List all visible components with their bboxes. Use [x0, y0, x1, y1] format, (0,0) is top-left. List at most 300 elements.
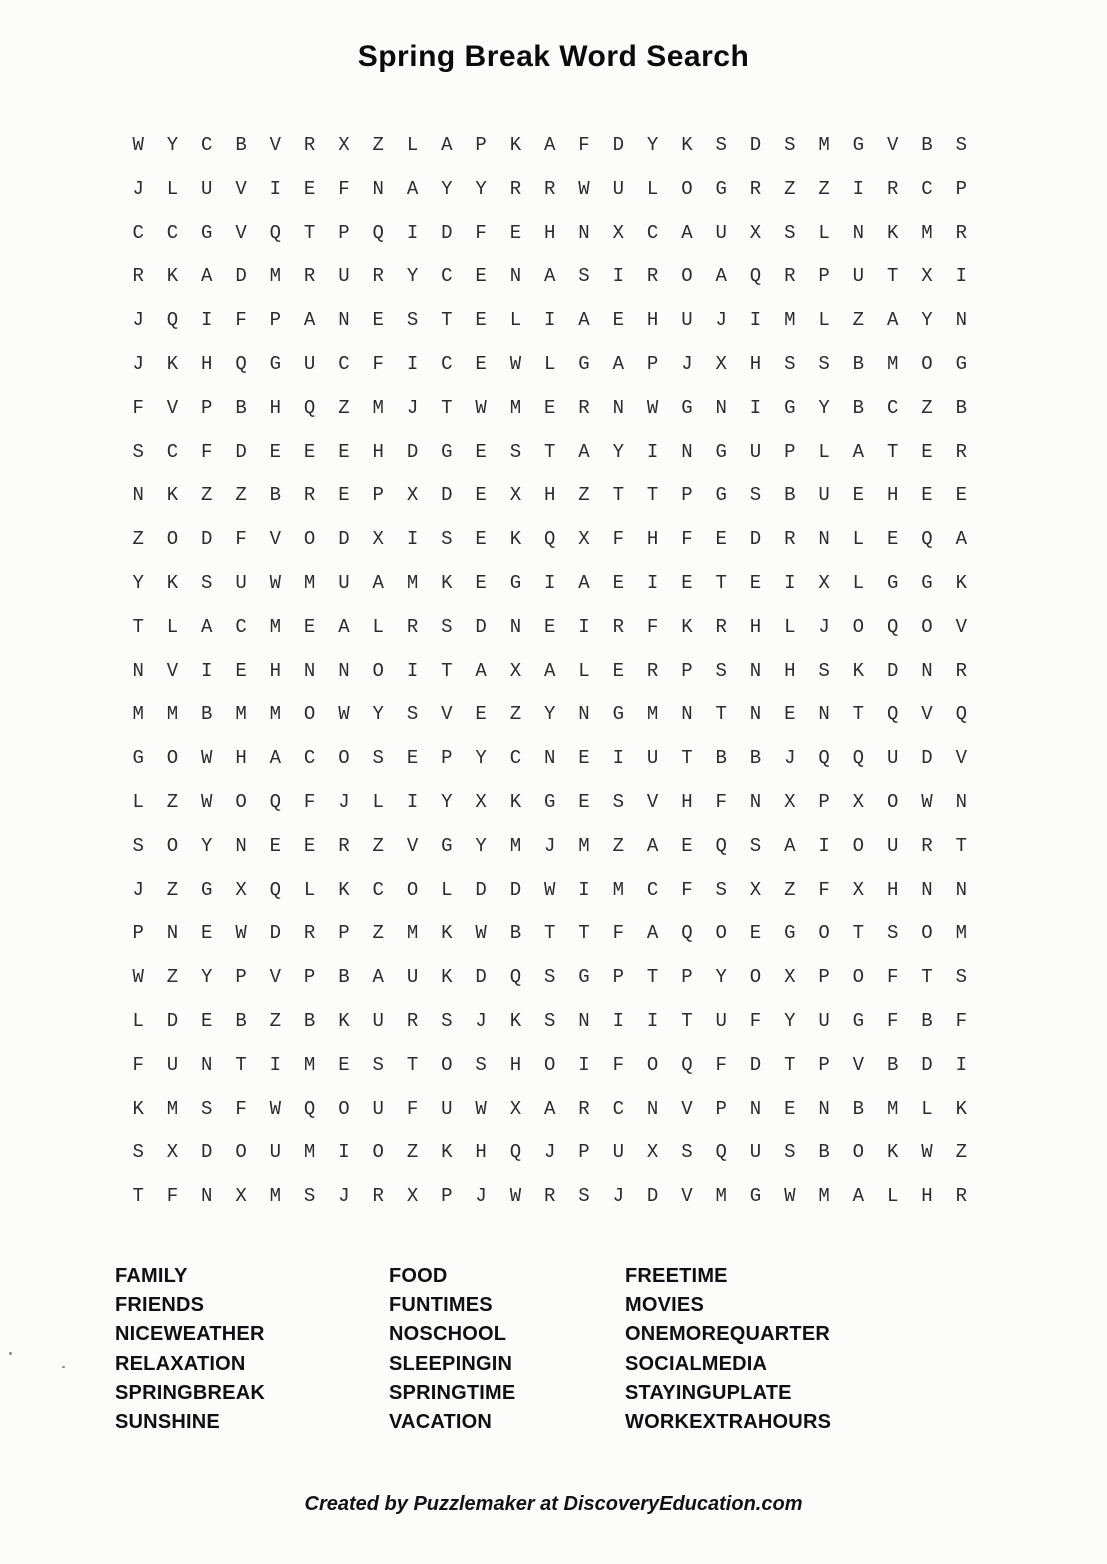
grid-letter: C: [441, 352, 453, 375]
grid-letter: Z: [818, 177, 830, 200]
grid-letter: P: [338, 221, 350, 244]
grid-letter: K: [166, 352, 179, 375]
grid-letter: J: [132, 309, 144, 332]
grid-letter: J: [338, 790, 350, 813]
grid-letter: S: [612, 790, 624, 813]
grid-letter: M: [921, 221, 933, 244]
grid-row: [121, 308, 979, 352]
grid-letter: M: [886, 352, 899, 375]
grid-letter: Z: [921, 396, 933, 419]
grid-letter: H: [886, 878, 899, 901]
grid-letter: N: [338, 309, 350, 332]
grid-letter: T: [612, 484, 624, 507]
grid-letter: R: [784, 265, 796, 288]
grid-letter: X: [784, 966, 796, 989]
word-list-item: SPRINGBREAK: [115, 1381, 265, 1404]
grid-letter: M: [886, 1097, 899, 1120]
grid-letter: L: [784, 615, 796, 638]
grid-letter: Y: [475, 834, 487, 857]
grid-letter: T: [544, 922, 556, 945]
grid-letter: S: [749, 484, 762, 507]
grid-letter: M: [715, 1185, 727, 1208]
grid-letter: E: [475, 528, 487, 551]
grid-letter: P: [818, 790, 830, 813]
grid-letter: I: [544, 571, 556, 594]
grid-letter: E: [784, 703, 796, 726]
grid-letter: S: [715, 134, 727, 156]
grid-row: [121, 965, 979, 1009]
grid-letter: E: [544, 396, 556, 419]
grid-letter: W: [201, 790, 213, 813]
footer-credit: Created by Puzzlemaker at DiscoveryEducation.com: [304, 1493, 803, 1515]
grid-letter: D: [406, 440, 419, 463]
grid-letter: P: [818, 966, 830, 989]
grid-letter: S: [441, 528, 453, 551]
grid-letter: H: [749, 615, 762, 638]
grid-letter: N: [338, 659, 350, 682]
grid-letter: X: [578, 528, 590, 551]
grid-letter: R: [921, 834, 933, 857]
grid-letter: P: [784, 440, 796, 463]
grid-letter: U: [852, 265, 865, 288]
grid-letter: R: [509, 177, 522, 200]
grid-letter: R: [303, 134, 316, 156]
grid-letter: K: [338, 1009, 350, 1032]
grid-letter: Z: [166, 878, 179, 901]
grid-letter: Q: [715, 1141, 727, 1164]
grid-letter: V: [852, 1053, 865, 1076]
grid-letter: E: [303, 615, 316, 638]
grid-letter: Z: [166, 966, 179, 989]
grid-letter: S: [681, 1141, 693, 1164]
grid-letter: B: [749, 747, 762, 770]
grid-letter: E: [612, 571, 624, 594]
grid-letter: D: [612, 134, 624, 156]
grid-letter: A: [544, 1097, 556, 1120]
grid-letter: N: [578, 703, 590, 726]
grid-letter: U: [646, 747, 659, 770]
grid-row: [121, 133, 979, 177]
grid-letter: D: [235, 440, 247, 463]
grid-letter: E: [475, 309, 487, 332]
grid-letter: A: [338, 615, 350, 638]
grid-letter: T: [303, 221, 316, 244]
grid-letter: F: [955, 1009, 967, 1032]
grid-letter: L: [578, 659, 590, 682]
grid-letter: E: [509, 221, 522, 244]
grid-letter: A: [372, 571, 384, 594]
grid-letter: O: [852, 966, 865, 989]
grid-letter: Q: [509, 1141, 522, 1164]
grid-letter: D: [201, 1141, 213, 1164]
grid-letter: N: [372, 177, 384, 200]
grid-letter: E: [338, 484, 350, 507]
grid-letter: X: [406, 484, 419, 507]
grid-letter: D: [338, 528, 350, 551]
grid-letter: F: [818, 878, 830, 901]
grid-letter: O: [921, 922, 933, 945]
grid-letter: J: [475, 1185, 487, 1208]
grid-letter: S: [886, 922, 899, 945]
grid-letter: T: [406, 1053, 419, 1076]
grid-letter: S: [406, 309, 419, 332]
grid-letter: G: [441, 834, 453, 857]
grid-letter: F: [303, 790, 316, 813]
grid-letter: N: [715, 396, 727, 419]
grid-row: [121, 1009, 979, 1053]
grid-letter: P: [681, 966, 693, 989]
grid-letter: R: [715, 615, 727, 638]
word-list-item: SUNSHINE: [115, 1411, 220, 1434]
grid-letter: S: [201, 1097, 213, 1120]
grid-letter: R: [784, 528, 796, 551]
grid-letter: Q: [921, 528, 933, 551]
grid-letter: C: [441, 265, 453, 288]
grid-letter: J: [132, 878, 144, 901]
grid-letter: Z: [784, 878, 796, 901]
page-title: Spring Break Word Search: [357, 40, 750, 73]
grid-letter: C: [646, 878, 659, 901]
grid-letter: O: [166, 747, 179, 770]
grid-letter: R: [646, 265, 659, 288]
grid-letter: B: [338, 966, 350, 989]
grid-letter: E: [681, 571, 693, 594]
grid-letter: V: [269, 134, 282, 156]
grid-letter: X: [612, 221, 624, 244]
grid-letter: L: [406, 134, 419, 156]
grid-letter: B: [201, 703, 213, 726]
grid-letter: B: [715, 747, 727, 770]
grid-letter: Y: [372, 703, 384, 726]
grid-letter: Y: [921, 309, 933, 332]
grid-letter: R: [749, 177, 762, 200]
grid-letter: H: [475, 1141, 487, 1164]
grid-letter: X: [475, 790, 487, 813]
grid-letter: M: [132, 703, 144, 726]
grid-letter: K: [681, 615, 693, 638]
grid-letter: M: [784, 309, 796, 332]
grid-letter: I: [646, 440, 659, 463]
grid-letter: C: [338, 352, 350, 375]
grid-letter: B: [852, 352, 865, 375]
grid-letter: U: [441, 1097, 453, 1120]
grid-letter: M: [578, 834, 590, 857]
grid-letter: N: [749, 790, 762, 813]
grid-letter: D: [646, 1185, 659, 1208]
grid-row: [121, 921, 979, 965]
grid-letter: K: [166, 571, 179, 594]
grid-letter: R: [544, 1185, 556, 1208]
grid-letter: M: [303, 1141, 316, 1164]
grid-letter: Z: [132, 528, 144, 551]
grid-letter: T: [578, 922, 590, 945]
grid-letter: W: [921, 1141, 933, 1164]
grid-letter: W: [338, 703, 350, 726]
grid-letter: U: [886, 747, 899, 770]
grid-letter: J: [132, 352, 144, 375]
grid-letter: G: [441, 440, 453, 463]
grid-letter: B: [818, 1141, 830, 1164]
grid-letter: K: [441, 1141, 453, 1164]
grid-letter: J: [681, 352, 693, 375]
grid-letter: P: [955, 177, 967, 200]
grid-letter: O: [544, 1053, 556, 1076]
grid-letter: I: [784, 571, 796, 594]
grid-letter: S: [475, 1053, 487, 1076]
grid-letter: X: [235, 1185, 247, 1208]
grid-letter: T: [955, 834, 967, 857]
grid-letter: U: [235, 571, 247, 594]
grid-letter: Q: [749, 265, 762, 288]
grid-letter: P: [235, 966, 247, 989]
grid-letter: D: [749, 134, 762, 156]
grid-letter: W: [578, 177, 590, 200]
grid-row: [121, 878, 979, 922]
grid-letter: O: [852, 615, 865, 638]
grid-letter: U: [749, 1141, 762, 1164]
grid-letter: D: [441, 221, 453, 244]
grid-letter: H: [646, 309, 659, 332]
grid-letter: A: [852, 1185, 865, 1208]
grid-letter: E: [303, 177, 316, 200]
grid-letter: Y: [612, 440, 624, 463]
grid-letter: F: [612, 528, 624, 551]
grid-letter: F: [715, 790, 727, 813]
grid-letter: Z: [269, 1009, 282, 1032]
word-list-item: SPRINGTIME: [389, 1381, 516, 1404]
grid-letter: E: [235, 659, 247, 682]
grid-letter: L: [132, 1009, 144, 1032]
grid-letter: M: [269, 1185, 282, 1208]
grid-letter: T: [715, 571, 727, 594]
grid-letter: S: [818, 352, 830, 375]
grid-letter: X: [372, 528, 384, 551]
grid-letter: E: [784, 1097, 796, 1120]
grid-letter: H: [201, 352, 213, 375]
grid-letter: U: [612, 177, 624, 200]
grid-letter: Z: [166, 790, 179, 813]
grid-letter: M: [646, 703, 659, 726]
grid-letter: L: [132, 790, 144, 813]
grid-letter: N: [955, 309, 967, 332]
grid-letter: Q: [303, 1097, 316, 1120]
grid-letter: B: [955, 396, 967, 419]
grid-letter: M: [166, 1097, 179, 1120]
grid-letter: G: [509, 571, 522, 594]
grid-letter: Y: [784, 1009, 796, 1032]
grid-letter: F: [681, 878, 693, 901]
grid-letter: Z: [578, 484, 590, 507]
grid-letter: Z: [201, 484, 213, 507]
grid-letter: M: [372, 396, 384, 419]
grid-letter: Q: [681, 922, 693, 945]
grid-letter: G: [544, 790, 556, 813]
grid-letter: A: [646, 834, 659, 857]
grid-letter: Y: [475, 747, 487, 770]
grid-letter: W: [509, 1185, 522, 1208]
grid-letter: Q: [235, 352, 247, 375]
grid-letter: L: [852, 528, 865, 551]
grid-letter: E: [372, 309, 384, 332]
grid-letter: W: [784, 1185, 796, 1208]
grid-letter: O: [646, 1053, 659, 1076]
grid-letter: E: [852, 484, 865, 507]
grid-letter: H: [681, 790, 693, 813]
grid-letter: T: [441, 396, 453, 419]
grid-letter: I: [852, 177, 865, 200]
grid-letter: W: [646, 396, 659, 419]
grid-letter: P: [578, 1141, 590, 1164]
grid-letter: E: [921, 440, 933, 463]
grid-letter: T: [921, 966, 933, 989]
grid-letter: G: [852, 1009, 865, 1032]
grid-letter: S: [715, 878, 727, 901]
grid-letter: O: [886, 790, 899, 813]
grid-letter: I: [338, 1141, 350, 1164]
grid-letter: O: [852, 834, 865, 857]
grid-letter: W: [235, 922, 247, 945]
grid-letter: R: [955, 659, 967, 682]
grid-letter: W: [132, 966, 144, 989]
grid-letter: G: [681, 396, 693, 419]
grid-letter: S: [544, 966, 556, 989]
grid-letter: S: [578, 265, 590, 288]
grid-letter: F: [132, 1053, 144, 1076]
grid-letter: S: [441, 615, 453, 638]
grid-row: [121, 1053, 979, 1097]
grid-letter: P: [338, 922, 350, 945]
grid-letter: G: [201, 878, 213, 901]
word-list-item: FRIENDS: [115, 1294, 205, 1317]
grid-letter: I: [406, 352, 419, 375]
grid-letter: F: [372, 352, 384, 375]
grid-letter: X: [509, 659, 522, 682]
grid-letter: S: [201, 571, 213, 594]
grid-letter: R: [544, 177, 556, 200]
grid-letter: U: [269, 1141, 282, 1164]
grid-letter: I: [406, 790, 419, 813]
grid-letter: M: [509, 396, 522, 419]
grid-letter: H: [544, 221, 556, 244]
grid-letter: H: [372, 440, 384, 463]
grid-letter: E: [715, 528, 727, 551]
word-list-item: MOVIES: [625, 1294, 704, 1317]
grid-letter: T: [441, 659, 453, 682]
grid-letter: M: [303, 1053, 316, 1076]
grid-letter: P: [646, 352, 659, 375]
grid-row: [121, 834, 979, 878]
grid-letter: W: [475, 1097, 487, 1120]
grid-letter: N: [852, 221, 865, 244]
grid-letter: P: [372, 484, 384, 507]
grid-letter: T: [235, 1053, 247, 1076]
grid-letter: V: [235, 221, 247, 244]
grid-letter: K: [166, 265, 179, 288]
grid-letter: U: [372, 1009, 384, 1032]
grid-letter: M: [269, 615, 282, 638]
grid-letter: S: [372, 1053, 384, 1076]
grid-letter: N: [818, 1097, 830, 1120]
grid-row: [121, 527, 979, 571]
grid-letter: O: [166, 528, 179, 551]
grid-letter: T: [886, 265, 899, 288]
grid-letter: A: [475, 659, 487, 682]
grid-letter: B: [852, 1097, 865, 1120]
grid-letter: A: [441, 134, 453, 156]
grid-letter: A: [612, 352, 624, 375]
grid-letter: J: [784, 747, 796, 770]
grid-letter: Q: [372, 221, 384, 244]
grid-letter: U: [338, 265, 350, 288]
scan-speck: [62, 1366, 65, 1368]
grid-letter: O: [166, 834, 179, 857]
grid-letter: R: [303, 484, 316, 507]
grid-letter: G: [852, 134, 865, 156]
grid-letter: E: [475, 703, 487, 726]
grid-letter: D: [921, 1053, 933, 1076]
grid-letter: U: [818, 484, 830, 507]
grid-letter: Z: [406, 1141, 419, 1164]
grid-letter: J: [406, 396, 419, 419]
grid-letter: S: [303, 1185, 316, 1208]
grid-letter: F: [749, 1009, 762, 1032]
grid-row: [121, 790, 979, 834]
grid-letter: R: [646, 659, 659, 682]
grid-letter: A: [578, 309, 590, 332]
grid-letter: I: [578, 1053, 590, 1076]
grid-letter: A: [201, 265, 213, 288]
grid-letter: V: [921, 703, 933, 726]
grid-letter: A: [201, 615, 213, 638]
grid-letter: K: [681, 134, 693, 156]
grid-letter: P: [681, 484, 693, 507]
grid-letter: A: [578, 571, 590, 594]
grid-letter: G: [886, 571, 899, 594]
grid-letter: U: [681, 309, 693, 332]
grid-letter: N: [132, 484, 144, 507]
grid-letter: M: [955, 922, 967, 945]
grid-letter: W: [475, 396, 487, 419]
grid-letter: L: [372, 790, 384, 813]
grid-letter: X: [509, 1097, 522, 1120]
grid-letter: Q: [166, 309, 179, 332]
grid-letter: N: [681, 440, 693, 463]
grid-letter: W: [269, 1097, 282, 1120]
grid-letter: O: [303, 703, 316, 726]
grid-letter: Q: [269, 790, 282, 813]
grid-letter: D: [475, 615, 487, 638]
word-list-item: STAYINGUPLATE: [625, 1381, 792, 1404]
grid-letter: A: [955, 528, 967, 551]
grid-letter: P: [475, 134, 487, 156]
grid-letter: D: [201, 528, 213, 551]
grid-letter: A: [406, 177, 419, 200]
grid-letter: K: [441, 922, 453, 945]
grid-letter: V: [269, 528, 282, 551]
grid-letter: F: [475, 221, 487, 244]
grid-letter: R: [372, 265, 384, 288]
grid-letter: E: [886, 528, 899, 551]
grid-letter: I: [269, 177, 282, 200]
grid-letter: Y: [544, 703, 556, 726]
grid-letter: J: [612, 1185, 624, 1208]
grid-letter: B: [852, 396, 865, 419]
grid-letter: K: [441, 966, 453, 989]
grid-letter: E: [201, 922, 213, 945]
grid-letter: Y: [715, 966, 727, 989]
grid-letter: N: [544, 747, 556, 770]
grid-letter: A: [578, 440, 590, 463]
